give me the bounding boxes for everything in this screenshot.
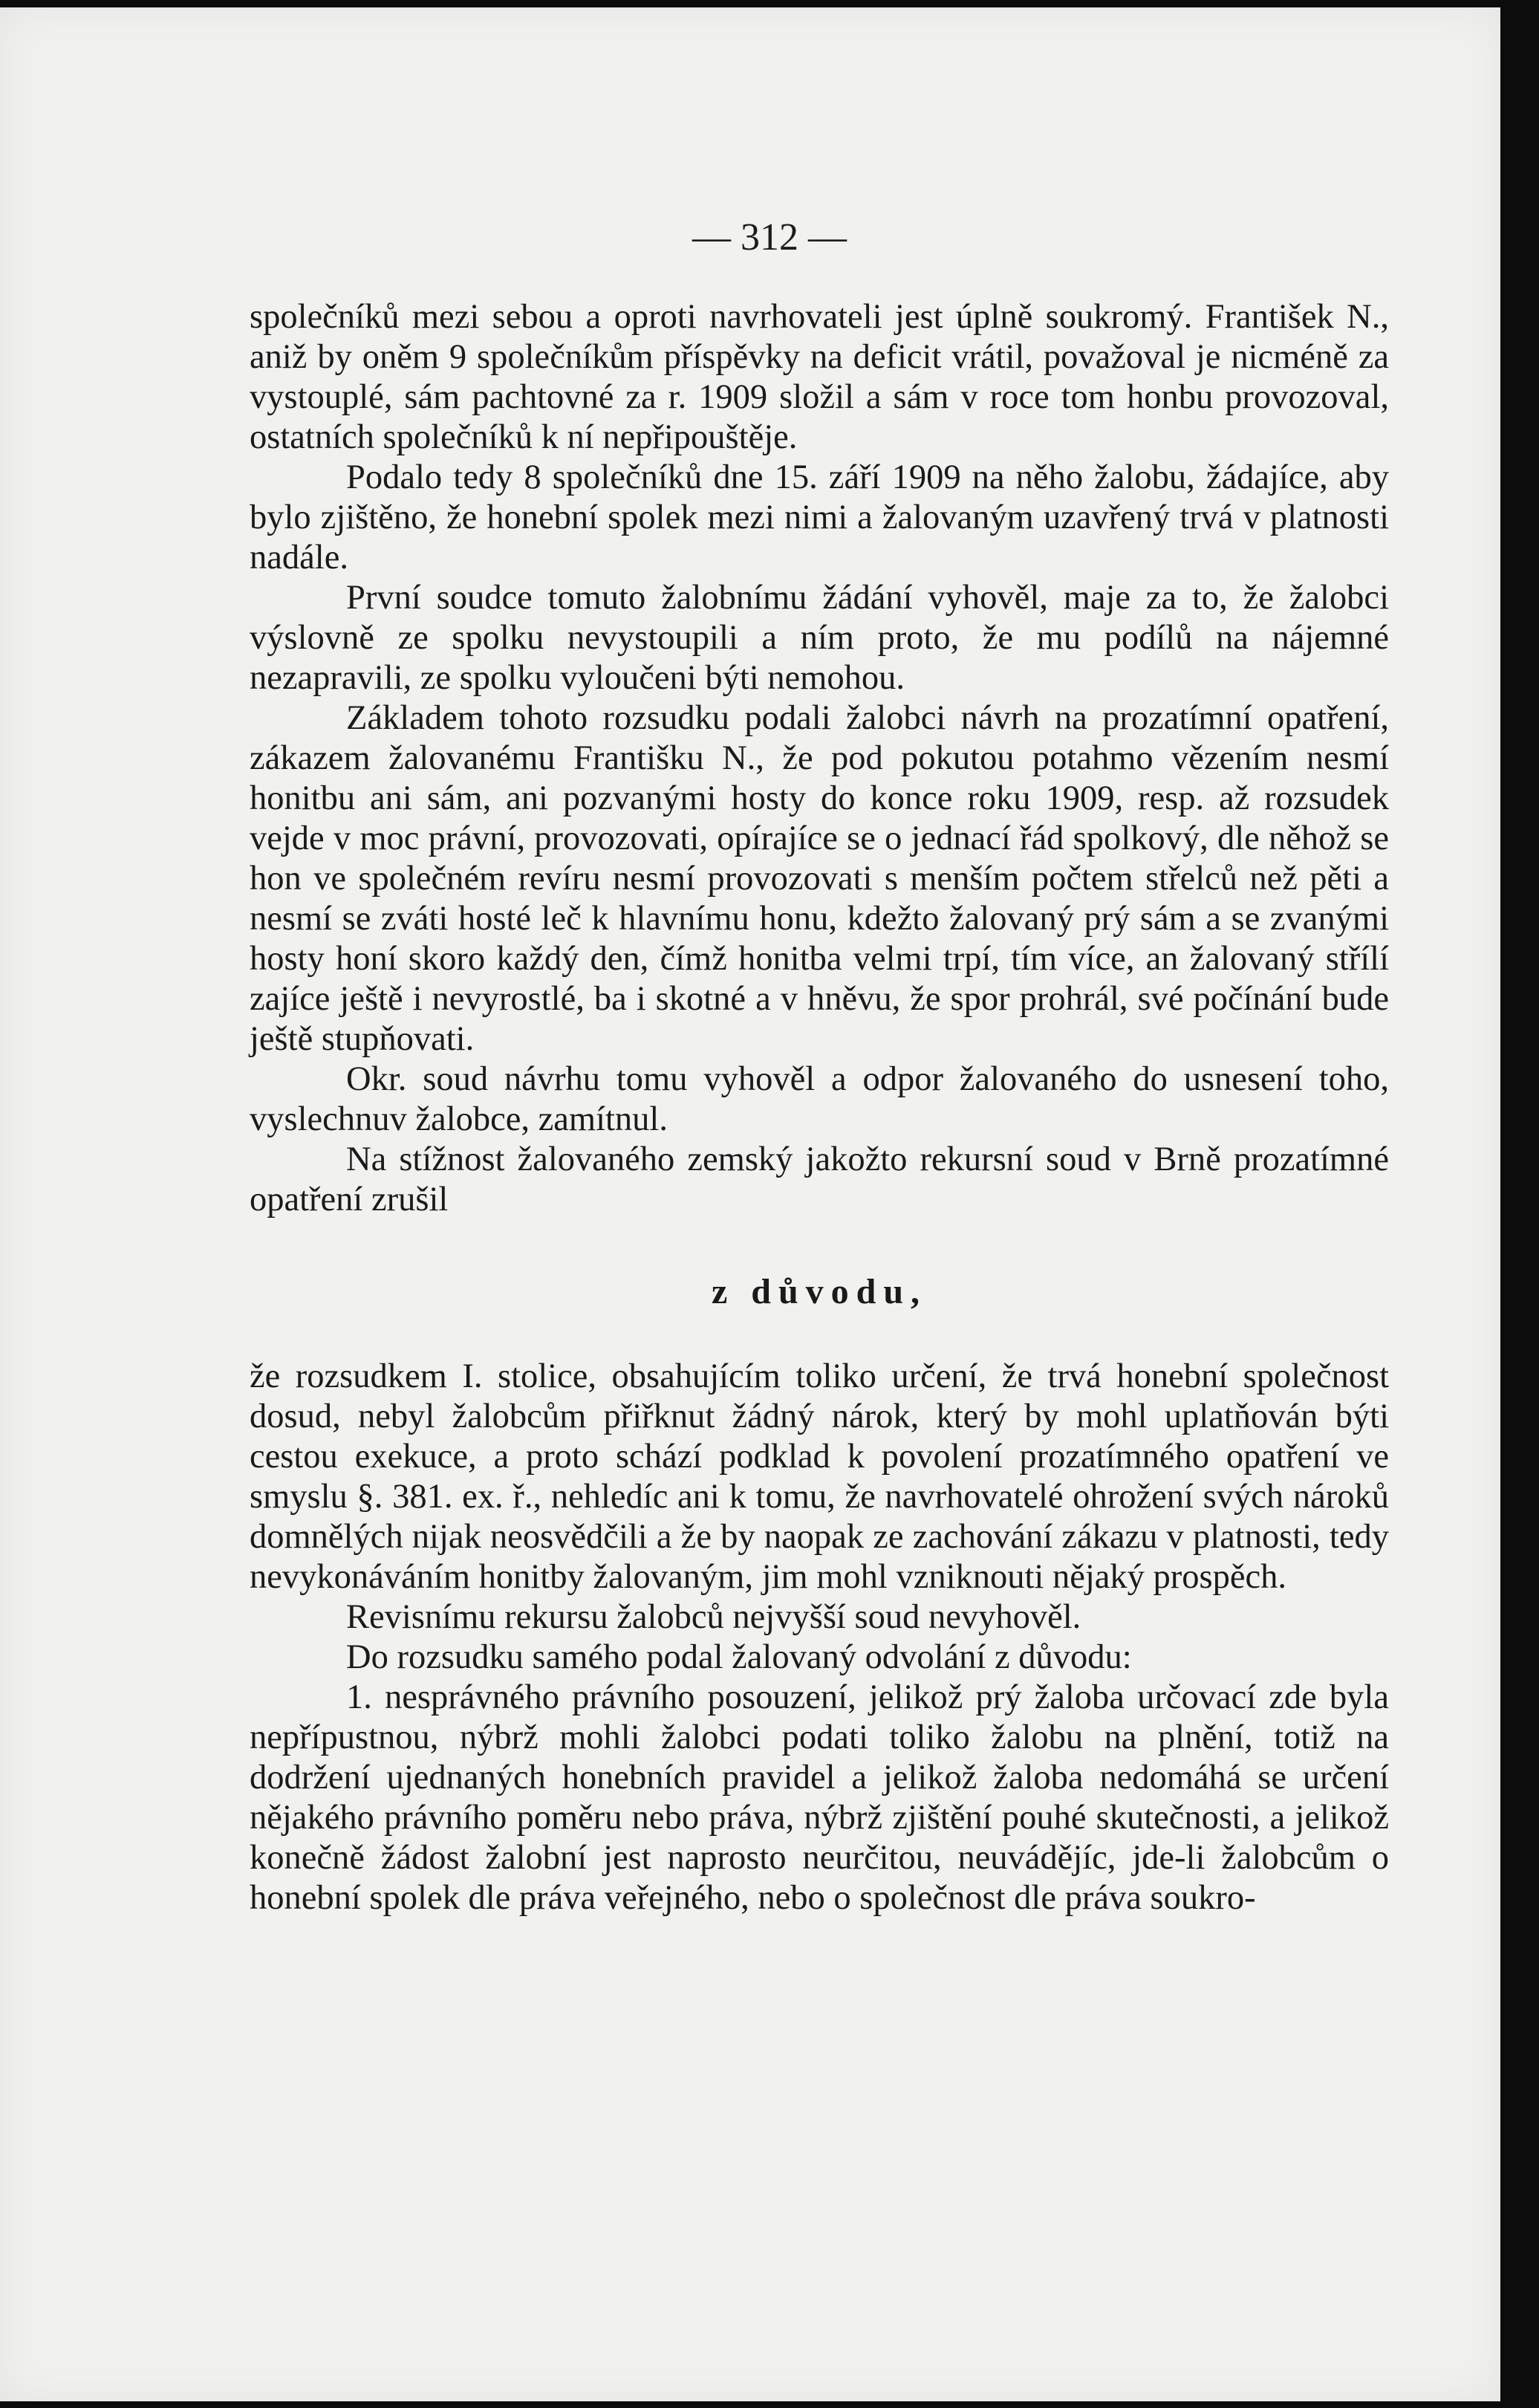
paragraph: První soudce tomuto žalobnímu žádání vyhověl, maje za to, že žalobci výslovně ze spolku nevystoupili a ním proto, že mu podílů na nájemné nezapravili, ze spolku vyloučeni býti nemohou.: [250, 579, 1389, 697]
paragraph: Okr. soud návrhu tomu vyhověl a odpor žalovaného do usnesení toho, vyslechnuv žalobce, zamítnul.: [250, 1060, 1389, 1138]
paragraph: že rozsudkem I. stolice, obsahujícím toliko určení, že trvá honební společnost dosud, nebyl žalobcům přiřknut žádný nárok, který by mohl uplatňován býti cestou exekuce, a proto schází podklad k povolení prozatímného opatření ve smyslu §. 381. ex. ř., nehledíc ani k tomu, že navrhovatelé ohrožení svých nároků domnělých nijak neosvědčili a že by naopak ze zachování zákazu v platnosti, tedy nevykonáváním honitby žalovaným, jim mohl vzniknouti nějaký prospěch.: [250, 1357, 1389, 1596]
section-heading: z důvodu,: [711, 1272, 928, 1311]
body-text: [250, 297, 1389, 1918]
page-number: — 312 —: [692, 216, 847, 259]
paragraph: Základem tohoto rozsudku podali žalobci návrh na prozatímní opatření, zákazem žalovanému Františku N., že pod pokutou potahmo vězením nesmí honitbu ani sám, ani pozvanými hosty do konce roku 1909, resp. až rozsudek vejde v moc právní, provozovati, opírajíce se o jednací řád spolkový, dle něhož se hon ve společném revíru nesmí provozovati s menším počtem střelců než pěti a nesmí se zváti hosté leč k hlavnímu honu, kdežto žalovaný prý sám a se zvanými hosty honí skoro každý den, čímž honitba velmi trpí, tím více, an žalovaný střílí zajíce ještě i nevyrostlé, ba i skotné a v hněvu, že spor prohrál, své počínání bude ještě stupňovati.: [250, 699, 1389, 1058]
paragraph: Do rozsudku samého podal žalovaný odvolání z důvodu:: [346, 1638, 1132, 1676]
paragraph: 1. nesprávného právního posouzení, jelikož prý žaloba určovací zde byla nepřípustnou, nýbrž mohli žalobci podati toliko žalobu na plnění, totiž na dodržení ujednaných honebních pravidel a jelikož žaloba nedomáhá se určení nějakého právního poměru nebo práva, nýbrž zjištění pouhé skutečnosti, a jelikož konečně žádost žalobní jest naprosto neurčitou, neuvádějíc, jde-li žalobcům o honební spolek dle práva veřejného, nebo o společnost dle práva soukro-: [250, 1678, 1389, 1917]
paragraph-continuation: společníků mezi sebou a oproti navrhovateli jest úplně soukromý. František N., aniž by oněm 9 společníkům příspěvky na deficit vrátil, považoval je nicméně za vystouplé, sám pachtovné za r. 1909 složil a sám v roce tom honbu provozoval, ostatních společníků k ní nepřipouštěje.: [250, 298, 1389, 456]
paragraph: Na stížnost žalovaného zemský jakožto rekursní soud v Brně prozatímné opatření zrušil: [250, 1140, 1389, 1218]
paragraph: Podalo tedy 8 společníků dne 15. září 1909 na něho žalobu, žádajíce, aby bylo zjištěno, že honební spolek mezi nimi a žalovaným uzavřený trvá v platnosti nadále.: [250, 458, 1389, 577]
paragraph: Revisnímu rekursu žalobců nejvyšší soud nevyhověl.: [346, 1598, 1081, 1636]
